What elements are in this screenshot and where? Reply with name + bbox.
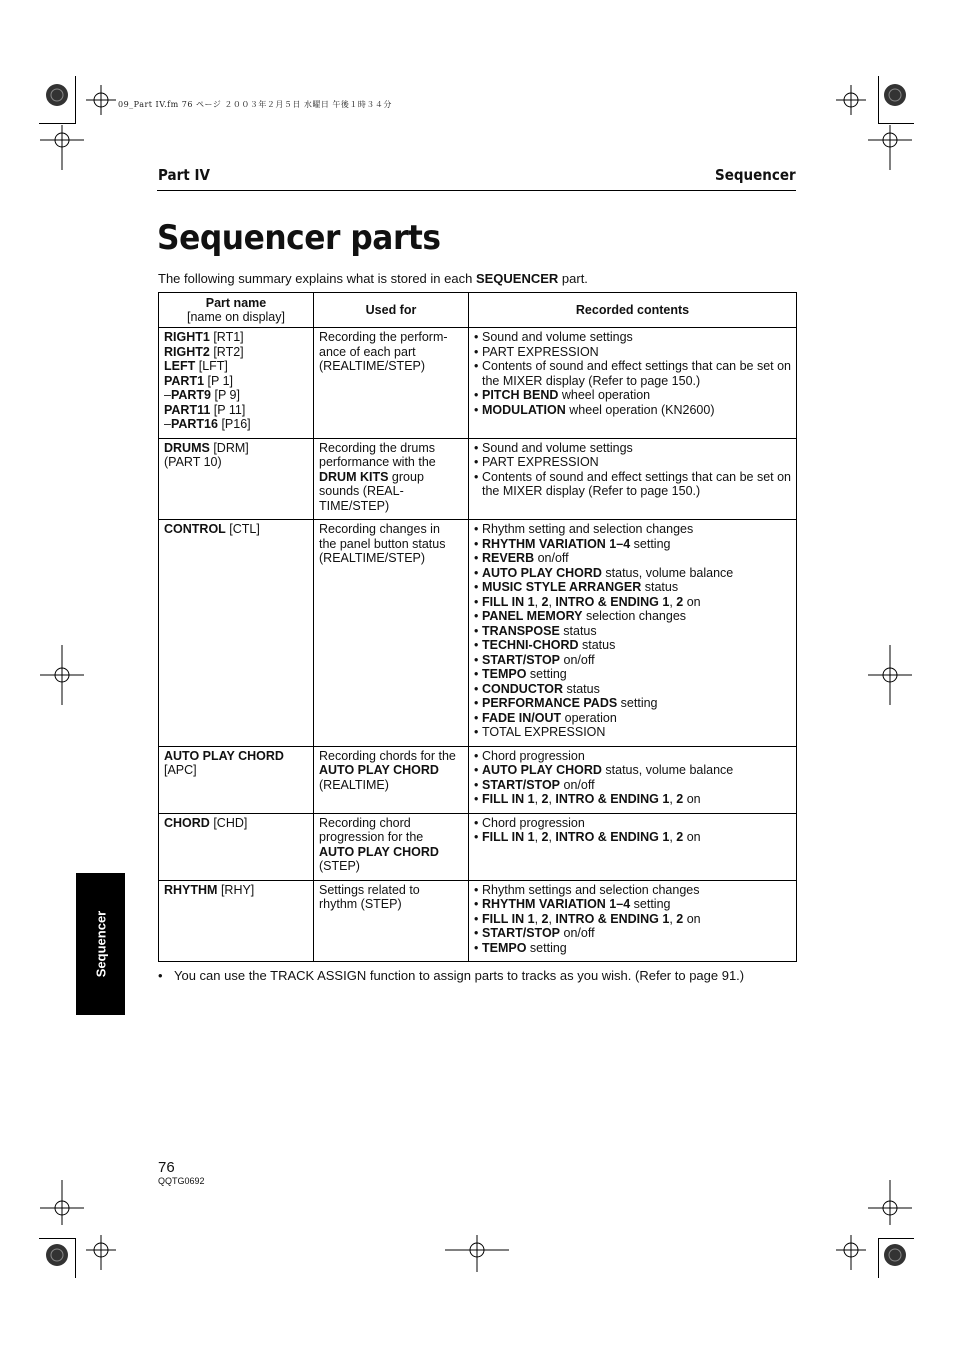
header-recorded-contents: Recorded contents (469, 293, 797, 328)
contents-segment: PANEL MEMORY (482, 609, 583, 623)
list-item (474, 830, 792, 845)
color-target-icon (884, 84, 906, 106)
part-name-line (164, 522, 309, 537)
contents-segment: on (683, 830, 701, 844)
contents-segment: PERFORMANCE PADS (482, 696, 618, 710)
part-name-segment: [P 1] (204, 373, 234, 388)
list-item (474, 749, 792, 764)
used-for-segment: (REALTIME/STEP) (319, 359, 426, 373)
list-item (474, 537, 792, 552)
part-name-segment: [CHD] (209, 815, 248, 830)
contents-segment: on/off (560, 777, 595, 792)
used-for-segment: progression for the (319, 830, 424, 844)
contents-segment: status, volume balance (601, 565, 734, 580)
list-item (474, 624, 792, 639)
header-part-name-sub: [name on display] (187, 310, 285, 324)
contents-segment: MODULATION (482, 402, 566, 417)
table-row (159, 438, 797, 520)
part-name-segment: CHORD (164, 815, 210, 830)
contents-list (474, 883, 792, 956)
part-name-segment: [P 9] (211, 388, 240, 402)
used-for-line (319, 816, 464, 831)
contents-segment: MUSIC STYLE ARRANGER (482, 580, 642, 594)
contents-segment: START/STOP (482, 926, 561, 940)
list-item (474, 470, 792, 499)
list-item (474, 883, 792, 898)
used-for-segment: Recording the perform- (319, 330, 448, 344)
color-target-icon (46, 84, 68, 106)
part-name-line (164, 359, 309, 374)
cell-part-name (159, 880, 314, 962)
cell-part-name (159, 813, 314, 880)
part-name-segment: [CTL] (225, 522, 260, 536)
used-for-segment: AUTO PLAY CHORD (319, 763, 439, 777)
part-name-line (164, 417, 309, 432)
part-name-segment: [APC] (164, 763, 197, 777)
note (158, 968, 744, 983)
cell-recorded-contents (469, 438, 797, 520)
used-for-segment: (STEP) (319, 859, 360, 873)
contents-segment: CONDUCTOR (482, 681, 564, 696)
contents-segment: Rhythm setting and selection changes (482, 522, 694, 536)
list-item (474, 522, 792, 537)
used-for-line (319, 763, 464, 778)
contents-segment: TECHNI-CHORD (482, 638, 579, 652)
contents-segment: , (548, 911, 556, 926)
list-item (474, 441, 792, 456)
contents-segment: Chord progression (482, 815, 585, 830)
used-for-line (319, 484, 464, 499)
file-header: 09_Part IV.fm 76 ページ ２００３年２月５日 水曜日 午後１時３４分 (118, 100, 392, 109)
used-for-line (319, 859, 464, 874)
used-for-segment: ance of each part (319, 344, 416, 359)
list-item (474, 359, 792, 388)
list-item (474, 696, 792, 711)
part-name-segment: [RT2] (209, 344, 244, 359)
contents-segment: TRANSPOSE (482, 623, 560, 638)
crosshair-icon (40, 645, 84, 705)
part-name-segment: [LFT] (195, 359, 228, 373)
contents-list (474, 522, 792, 740)
used-for-line (319, 778, 464, 793)
contents-segment: , (669, 594, 677, 609)
contents-segment: FILL IN 1 (482, 792, 535, 806)
contents-segment: Rhythm settings and selection changes (482, 882, 700, 897)
contents-segment: PITCH BEND (482, 388, 559, 402)
crosshair-icon (836, 85, 866, 115)
part-name-segment: PART11 (164, 402, 211, 417)
part-name-line (164, 388, 309, 403)
list-item (474, 638, 792, 653)
crosshair-icon (836, 1235, 866, 1270)
contents-segment: PART EXPRESSION (482, 344, 599, 359)
table-row (159, 880, 797, 962)
contents-segment: AUTO PLAY CHORD (482, 565, 602, 580)
contents-segment: setting (630, 536, 671, 551)
cell-used-for (314, 438, 469, 520)
cell-part-name (159, 746, 314, 813)
header-used-for: Used for (314, 293, 469, 328)
header-part-name-label: Part name (205, 295, 267, 310)
used-for-segment: Recording the drums (319, 440, 436, 455)
used-for-line (319, 537, 464, 552)
header-rule (157, 190, 796, 191)
contents-segment: TEMPO (482, 940, 527, 955)
contents-segment: status (641, 580, 679, 594)
used-for-segment: the panel button status (319, 536, 446, 551)
list-item (474, 897, 792, 912)
list-item (474, 816, 792, 831)
list-item (474, 580, 792, 595)
used-for-line (319, 522, 464, 537)
part-name-segment: [P 11] (210, 402, 246, 417)
part-name-line (164, 403, 309, 418)
used-for-line (319, 830, 464, 845)
list-item (474, 653, 792, 668)
part-name-line (164, 763, 309, 778)
contents-segment: Chord progression (482, 748, 585, 763)
used-for-line (319, 470, 464, 485)
list-item (474, 941, 792, 956)
note-bullet: • (158, 968, 163, 983)
table-row (159, 746, 797, 813)
contents-segment: , (548, 594, 556, 609)
contents-segment: 2 (541, 830, 549, 844)
side-tab (76, 873, 125, 1015)
list-item (474, 763, 792, 778)
used-for-segment: TIME/STEP) (319, 498, 390, 513)
cell-part-name (159, 520, 314, 747)
contents-segment: setting (526, 667, 567, 681)
used-for-segment: sounds (REAL- (319, 484, 404, 498)
contents-segment: , (534, 911, 542, 926)
table-row (159, 328, 797, 439)
contents-segment: 2 (676, 911, 684, 926)
color-target-icon (884, 1244, 906, 1266)
page-number: 76 (158, 1159, 175, 1176)
list-item (474, 388, 792, 403)
used-for-line (319, 359, 464, 374)
doc-code: QQTG0692 (158, 1176, 205, 1186)
contents-segment: TOTAL EXPRESSION (482, 725, 606, 739)
part-name-line (164, 455, 309, 470)
crosshair-icon (868, 1180, 912, 1225)
list-item (474, 667, 792, 682)
contents-segment: FILL IN 1 (482, 594, 535, 609)
page-title: Sequencer parts (157, 218, 441, 258)
used-for-segment: DRUM KITS (319, 469, 389, 484)
list-item (474, 778, 792, 793)
contents-segment: on (683, 911, 701, 926)
used-for-segment: Recording chords for the (319, 748, 456, 763)
contents-segment: 2 (541, 594, 549, 609)
contents-segment: , (534, 830, 542, 844)
intro-text-bold: SEQUENCER (475, 271, 559, 286)
list-item (474, 792, 792, 807)
used-for-line (319, 883, 464, 898)
cell-used-for (314, 880, 469, 962)
cell-used-for (314, 520, 469, 747)
used-for-segment: Settings related to (319, 882, 420, 897)
table-header-row (159, 293, 797, 328)
list-item (474, 455, 792, 470)
cell-recorded-contents (469, 520, 797, 747)
part-name-segment: [P16] (217, 417, 251, 431)
contents-segment: 2 (541, 792, 549, 806)
contents-segment: 2 (541, 911, 549, 926)
contents-segment: 2 (676, 792, 684, 806)
list-item (474, 682, 792, 697)
used-for-line (319, 551, 464, 566)
contents-segment: Contents of sound and effect settings that can be set on the MIXER display (Refer to page 150.) (482, 469, 792, 498)
part-name-line (164, 749, 309, 764)
contents-segment: on (683, 594, 701, 609)
part-name-segment: PART16 (170, 417, 218, 431)
contents-segment: Sound and volume settings (482, 330, 633, 344)
list-item (474, 345, 792, 360)
cell-used-for (314, 746, 469, 813)
used-for-segment: Recording chord (319, 815, 411, 830)
part-name-segment: RIGHT2 (164, 344, 210, 359)
crosshair-icon (40, 125, 84, 170)
contents-segment: , (669, 911, 677, 926)
contents-segment: status (578, 638, 616, 652)
list-item (474, 912, 792, 927)
part-name-segment: LEFT (164, 359, 196, 373)
contents-list (474, 441, 792, 499)
used-for-line (319, 749, 464, 764)
part-name-segment: CONTROL (164, 522, 226, 536)
contents-segment: Contents of sound and effect settings that can be set on the MIXER display (Refer to page 150.) (482, 359, 792, 388)
crosshair-icon (86, 85, 116, 115)
contents-segment: on/off (534, 551, 569, 565)
cell-recorded-contents (469, 813, 797, 880)
part-name-segment: PART9 (170, 388, 212, 402)
list-item (474, 403, 792, 418)
side-tab-label: Sequencer (93, 910, 108, 978)
part-name-segment: (PART 10) (164, 455, 222, 469)
contents-segment: FILL IN 1 (482, 911, 535, 926)
part-name-segment: – (164, 388, 171, 402)
part-name-segment: PART1 (164, 373, 205, 388)
contents-segment: , (669, 830, 677, 844)
intro-text (158, 271, 588, 286)
cell-used-for (314, 813, 469, 880)
used-for-line (319, 845, 464, 860)
used-for-segment: rhythm (STEP) (319, 897, 402, 911)
used-for-segment: group (388, 469, 424, 484)
part-name-segment: [RT1] (209, 330, 244, 344)
contents-segment: RHYTHM VARIATION 1–4 (482, 897, 631, 911)
contents-segment: status (559, 623, 597, 638)
note-text: You can use the TRACK ASSIGN function to assign parts to tracks as you wish. (Refer to page 91.) (174, 968, 745, 983)
contents-segment: INTRO & ENDING 1 (555, 830, 670, 844)
part-name-line (164, 374, 309, 389)
list-item (474, 711, 792, 726)
used-for-line (319, 345, 464, 360)
list-item (474, 330, 792, 345)
contents-list (474, 816, 792, 845)
contents-segment: START/STOP (482, 777, 561, 792)
contents-segment: status, volume balance (601, 763, 734, 777)
contents-segment: INTRO & ENDING 1 (555, 911, 670, 926)
contents-segment: AUTO PLAY CHORD (482, 763, 602, 777)
contents-segment: START/STOP (482, 652, 561, 667)
cell-part-name (159, 328, 314, 439)
part-name-line (164, 816, 309, 831)
part-name-segment: AUTO PLAY CHORD (164, 748, 284, 763)
list-item (474, 595, 792, 610)
crosshair-icon (86, 1235, 116, 1270)
contents-segment: FADE IN/OUT (482, 710, 562, 725)
contents-segment: 2 (676, 594, 684, 609)
part-name-segment: [RHY] (217, 882, 255, 897)
contents-segment: setting (526, 940, 567, 955)
crosshair-icon (40, 1180, 84, 1225)
sequencer-parts-table (158, 292, 797, 962)
running-header-section: Sequencer (715, 166, 796, 184)
used-for-segment: (REALTIME) (319, 777, 389, 792)
used-for-segment: Recording changes in (319, 522, 440, 536)
contents-list (474, 749, 792, 807)
cell-part-name (159, 438, 314, 520)
crosshair-icon (445, 1235, 509, 1272)
table-row (159, 520, 797, 747)
contents-segment: FILL IN 1 (482, 830, 535, 844)
contents-segment: wheel operation (558, 388, 651, 402)
cell-used-for (314, 328, 469, 439)
contents-segment: Sound and volume settings (482, 440, 633, 455)
list-item (474, 725, 792, 740)
part-name-segment: RHYTHM (164, 882, 218, 897)
part-name-segment: RIGHT1 (164, 330, 210, 344)
part-name-segment: DRUMS (164, 440, 210, 455)
contents-segment: , (669, 792, 677, 806)
contents-segment: on (683, 792, 701, 806)
contents-segment: INTRO & ENDING 1 (555, 792, 670, 806)
contents-segment: TEMPO (482, 667, 527, 681)
crosshair-icon (868, 645, 912, 705)
contents-segment: , (548, 792, 556, 806)
part-name-line (164, 441, 309, 456)
intro-text-start: The following summary explains what is stored in each (158, 271, 476, 286)
list-item (474, 566, 792, 581)
contents-segment: PART EXPRESSION (482, 455, 599, 469)
cell-recorded-contents (469, 746, 797, 813)
list-item (474, 926, 792, 941)
part-name-line (164, 345, 309, 360)
contents-segment: , (548, 830, 556, 844)
list-item (474, 551, 792, 566)
used-for-line (319, 499, 464, 514)
crosshair-icon (868, 125, 912, 170)
contents-segment: , (534, 594, 542, 609)
contents-segment: on/off (560, 926, 595, 940)
part-name-segment: – (164, 417, 171, 431)
used-for-segment: performance with the (319, 455, 436, 469)
contents-segment: on/off (560, 652, 595, 667)
used-for-segment: (REALTIME/STEP) (319, 551, 426, 565)
contents-segment: REVERB (482, 551, 535, 565)
contents-segment: INTRO & ENDING 1 (555, 594, 670, 609)
contents-segment: operation (561, 710, 617, 725)
contents-segment: status (563, 681, 600, 696)
part-name-line (164, 883, 309, 898)
part-name-segment: [DRM] (209, 440, 249, 455)
list-item (474, 609, 792, 624)
used-for-line (319, 441, 464, 456)
contents-segment: RHYTHM VARIATION 1–4 (482, 536, 631, 551)
contents-segment: selection changes (582, 609, 687, 623)
table-body (159, 328, 797, 962)
contents-segment: wheel operation (KN2600) (565, 402, 715, 417)
used-for-line (319, 897, 464, 912)
cell-recorded-contents (469, 328, 797, 439)
intro-text-end: part. (558, 271, 588, 286)
running-header-part: Part IV (158, 166, 210, 184)
contents-segment: setting (617, 696, 658, 710)
used-for-line (319, 330, 464, 345)
color-target-icon (46, 1244, 68, 1266)
header-part-name (159, 293, 314, 328)
used-for-line (319, 455, 464, 470)
contents-segment: 2 (676, 830, 684, 844)
contents-segment: , (534, 792, 542, 806)
contents-list (474, 330, 792, 417)
used-for-segment: AUTO PLAY CHORD (319, 844, 439, 859)
part-name-line (164, 330, 309, 345)
contents-segment: setting (630, 897, 671, 911)
cell-recorded-contents (469, 880, 797, 962)
table-row (159, 813, 797, 880)
